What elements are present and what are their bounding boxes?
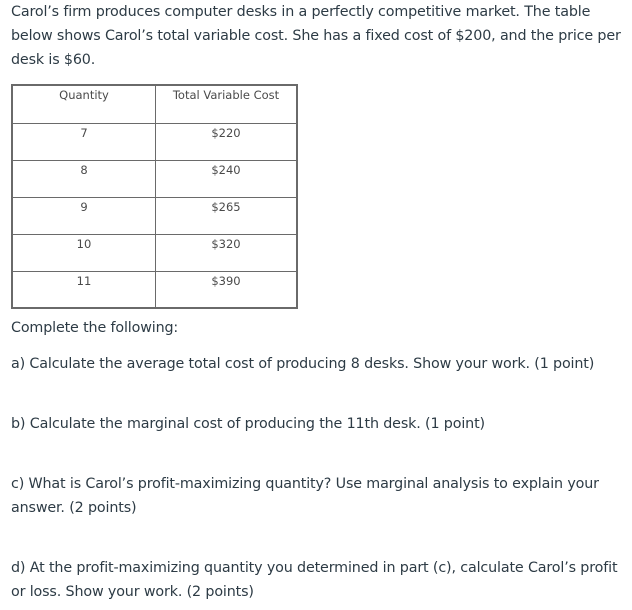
tvc-cell: $265 [156,197,298,234]
tvc-cell: $240 [156,160,298,197]
table-header-row [12,85,297,123]
table-row [12,123,297,160]
tvc-cell: $320 [156,234,298,271]
instruction-text: Complete the following: [11,320,179,336]
tvc-cell: $220 [156,123,298,160]
quantity-cell: 7 [12,123,156,160]
table-row [12,160,297,197]
cost-table [11,84,298,309]
table-row [12,234,297,271]
question-b: b) Calculate the marginal cost of producing the 11th desk. (1 point) [11,416,485,432]
quantity-cell: 11 [12,271,156,308]
quantity-cell: 10 [12,234,156,271]
question-d: d) At the profit-maximizing quantity you determined in part (c), calculate Carol’s profit or loss. Show your work. (2 points) [11,560,618,600]
table-row [12,197,297,234]
header-total-variable-cost: Total Variable Cost [156,85,298,123]
quantity-cell: 8 [12,160,156,197]
table-row [12,271,297,308]
quantity-cell: 9 [12,197,156,234]
question-c: c) What is Carol’s profit-maximizing quantity? Use marginal analysis to explain your answer. (2 points) [11,476,599,516]
header-quantity: Quantity [12,85,156,123]
intro-paragraph: Carol’s firm produces computer desks in a perfectly competitive market. The table below shows Carol’s total variable cost. She has a fixed cost of $200, and the price per desk is $60. [11,4,621,68]
tvc-cell: $390 [156,271,298,308]
question-a: a) Calculate the average total cost of producing 8 desks. Show your work. (1 point) [11,356,595,372]
